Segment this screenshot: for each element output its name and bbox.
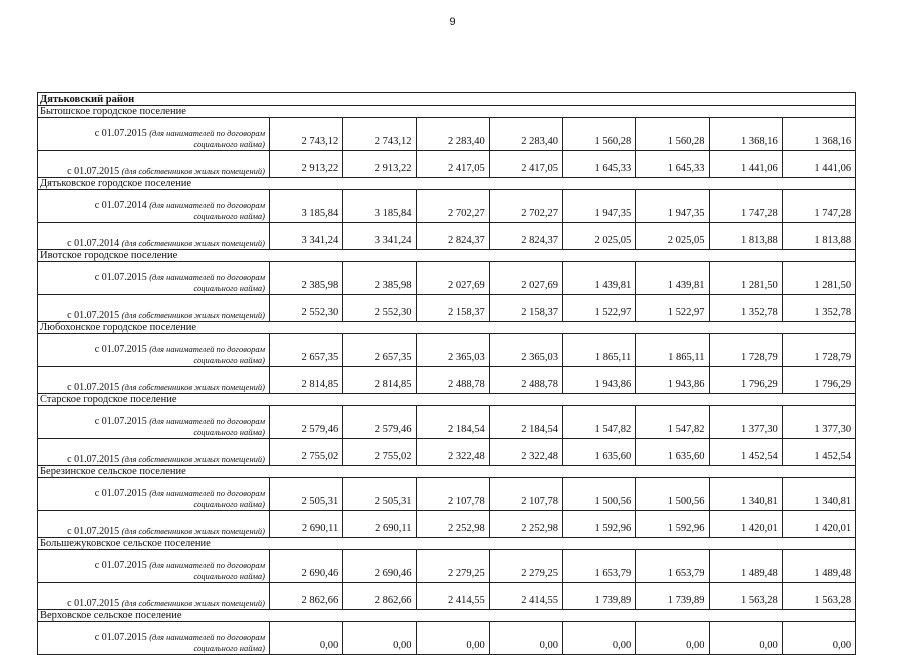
owners-row (38, 151, 856, 178)
value-cell: 2 913,22 (343, 151, 416, 178)
tenants-row (38, 334, 856, 367)
value-cell: 1 947,35 (563, 190, 636, 223)
page-number: 9 (449, 16, 456, 28)
owners-row (38, 511, 856, 538)
owners-label (38, 295, 270, 322)
value-cell: 1 368,16 (709, 118, 782, 151)
value-cell: 1 522,97 (563, 295, 636, 322)
region-name: Дятьковский район (38, 93, 856, 106)
date-label: с 01.07.2015 (67, 166, 120, 177)
value-cell: 2 579,46 (270, 406, 343, 439)
value-cell: 1 635,60 (563, 439, 636, 466)
value-cell: 1 592,96 (563, 511, 636, 538)
settlement-row (38, 106, 856, 118)
value-cell: 2 107,78 (489, 478, 562, 511)
value-cell: 1 728,79 (782, 334, 855, 367)
date-label: с 01.07.2015 (67, 382, 120, 393)
value-cell: 2 913,22 (270, 151, 343, 178)
value-cell: 1 813,88 (782, 223, 855, 250)
value-cell: 1 439,81 (563, 262, 636, 295)
tenants-row (38, 262, 856, 295)
value-cell: 2 414,55 (416, 583, 489, 610)
value-cell: 2 025,05 (636, 223, 709, 250)
value-cell: 2 184,54 (489, 406, 562, 439)
tenants-label (38, 550, 270, 583)
value-cell: 3 185,84 (343, 190, 416, 223)
settlement-row (38, 394, 856, 406)
tenants-label (38, 118, 270, 151)
value-cell: 2 365,03 (416, 334, 489, 367)
owners-label (38, 151, 270, 178)
value-cell: 1 547,82 (636, 406, 709, 439)
value-cell: 3 341,24 (270, 223, 343, 250)
value-cell: 2 862,66 (343, 583, 416, 610)
value-cell: 2 690,11 (270, 511, 343, 538)
settlement-name: Бытошское городское поселение (38, 106, 856, 118)
value-cell: 1 377,30 (782, 406, 855, 439)
value-cell: 1 340,81 (782, 478, 855, 511)
tenants-note: (для нанимателей по договорам (149, 488, 265, 498)
value-cell: 2 027,69 (489, 262, 562, 295)
value-cell: 2 414,55 (489, 583, 562, 610)
value-cell: 1 813,88 (709, 223, 782, 250)
value-cell: 1 943,86 (636, 367, 709, 394)
tenants-label (38, 334, 270, 367)
tenants-note-2: социального найма) (193, 571, 265, 581)
tenants-note-2: социального найма) (193, 211, 265, 221)
tenants-note-2: социального найма) (193, 427, 265, 437)
value-cell: 3 185,84 (270, 190, 343, 223)
value-cell: 2 824,37 (489, 223, 562, 250)
tenants-label (38, 478, 270, 511)
date-label: с 01.07.2014 (94, 200, 147, 211)
tenants-note: (для нанимателей по договорам (149, 344, 265, 354)
value-cell: 2 252,98 (416, 511, 489, 538)
tenants-row (38, 190, 856, 223)
tenants-note: (для нанимателей по договорам (149, 128, 265, 138)
value-cell: 0,00 (270, 622, 343, 655)
value-cell: 2 107,78 (416, 478, 489, 511)
value-cell: 2 279,25 (489, 550, 562, 583)
value-cell: 1 728,79 (709, 334, 782, 367)
owners-note: (для собственников жилых помещений) (121, 598, 265, 608)
tenants-row (38, 406, 856, 439)
value-cell: 2 385,98 (270, 262, 343, 295)
value-cell: 2 702,27 (416, 190, 489, 223)
value-cell: 1 653,79 (636, 550, 709, 583)
tenants-note: (для нанимателей по договорам (149, 200, 265, 210)
value-cell: 1 796,29 (709, 367, 782, 394)
owners-label (38, 511, 270, 538)
owners-note: (для собственников жилых помещений) (121, 382, 265, 392)
value-cell: 2 283,40 (416, 118, 489, 151)
value-cell: 1 500,56 (563, 478, 636, 511)
value-cell: 1 441,06 (782, 151, 855, 178)
value-cell: 2 505,31 (343, 478, 416, 511)
value-cell: 2 702,27 (489, 190, 562, 223)
value-cell: 2 385,98 (343, 262, 416, 295)
value-cell: 1 739,89 (636, 583, 709, 610)
date-label: с 01.07.2015 (94, 632, 147, 643)
settlement-row (38, 466, 856, 478)
tenants-note-2: социального найма) (193, 355, 265, 365)
value-cell: 2 657,35 (270, 334, 343, 367)
date-label: с 01.07.2015 (94, 128, 147, 139)
tenants-row (38, 550, 856, 583)
tenants-label (38, 622, 270, 655)
value-cell: 2 025,05 (563, 223, 636, 250)
value-cell: 2 690,46 (343, 550, 416, 583)
settlement-row (38, 178, 856, 190)
tenants-row (38, 118, 856, 151)
tariff-table (37, 92, 856, 655)
tenants-note-2: социального найма) (193, 139, 265, 149)
owners-label (38, 583, 270, 610)
owners-note: (для собственников жилых помещений) (121, 310, 265, 320)
value-cell: 2 862,66 (270, 583, 343, 610)
date-label: с 01.07.2015 (94, 488, 147, 499)
value-cell: 1 739,89 (563, 583, 636, 610)
value-cell: 2 755,02 (343, 439, 416, 466)
tenants-note: (для нанимателей по договорам (149, 272, 265, 282)
tenants-label (38, 406, 270, 439)
value-cell: 1 281,50 (709, 262, 782, 295)
value-cell: 1 635,60 (636, 439, 709, 466)
value-cell: 2 743,12 (343, 118, 416, 151)
value-cell: 1 377,30 (709, 406, 782, 439)
value-cell: 0,00 (636, 622, 709, 655)
date-label: с 01.07.2015 (94, 416, 147, 427)
settlement-name: Старское городское поселение (38, 394, 856, 406)
value-cell: 2 279,25 (416, 550, 489, 583)
value-cell: 0,00 (343, 622, 416, 655)
value-cell: 1 653,79 (563, 550, 636, 583)
value-cell: 1 439,81 (636, 262, 709, 295)
date-label: с 01.07.2014 (67, 238, 120, 249)
value-cell: 1 489,48 (709, 550, 782, 583)
settlement-row (38, 538, 856, 550)
value-cell: 2 579,46 (343, 406, 416, 439)
date-label: с 01.07.2015 (67, 310, 120, 321)
value-cell: 1 420,01 (709, 511, 782, 538)
owners-note: (для собственников жилых помещений) (121, 166, 265, 176)
date-label: с 01.07.2015 (67, 454, 120, 465)
settlement-name: Березинское сельское поселение (38, 466, 856, 478)
value-cell: 2 252,98 (489, 511, 562, 538)
tenants-label (38, 190, 270, 223)
value-cell: 1 368,16 (782, 118, 855, 151)
value-cell: 1 340,81 (709, 478, 782, 511)
value-cell: 0,00 (416, 622, 489, 655)
owners-note: (для собственников жилых помещений) (121, 454, 265, 464)
value-cell: 1 560,28 (563, 118, 636, 151)
value-cell: 1 522,97 (636, 295, 709, 322)
value-cell: 2 027,69 (416, 262, 489, 295)
tenants-note: (для нанимателей по договорам (149, 632, 265, 642)
tenants-note: (для нанимателей по договорам (149, 560, 265, 570)
value-cell: 2 690,46 (270, 550, 343, 583)
value-cell: 1 796,29 (782, 367, 855, 394)
value-cell: 2 283,40 (489, 118, 562, 151)
owners-row (38, 583, 856, 610)
value-cell: 1 563,28 (709, 583, 782, 610)
value-cell: 2 158,37 (489, 295, 562, 322)
value-cell: 1 645,33 (636, 151, 709, 178)
settlement-name: Большежуковское сельское поселение (38, 538, 856, 550)
owners-label (38, 367, 270, 394)
settlement-row (38, 610, 856, 622)
value-cell: 1 747,28 (709, 190, 782, 223)
value-cell: 2 158,37 (416, 295, 489, 322)
tenants-row (38, 478, 856, 511)
value-cell: 2 488,78 (416, 367, 489, 394)
value-cell: 2 417,05 (489, 151, 562, 178)
value-cell: 2 552,30 (270, 295, 343, 322)
value-cell: 1 747,28 (782, 190, 855, 223)
value-cell: 1 865,11 (636, 334, 709, 367)
value-cell: 1 645,33 (563, 151, 636, 178)
owners-label (38, 223, 270, 250)
value-cell: 1 420,01 (782, 511, 855, 538)
settlement-row (38, 322, 856, 334)
owners-row (38, 367, 856, 394)
settlement-row (38, 250, 856, 262)
value-cell: 1 943,86 (563, 367, 636, 394)
value-cell: 1 452,54 (782, 439, 855, 466)
settlement-name: Верховское сельское поселение (38, 610, 856, 622)
value-cell: 1 281,50 (782, 262, 855, 295)
value-cell: 1 452,54 (709, 439, 782, 466)
owners-row (38, 439, 856, 466)
date-label: с 01.07.2015 (94, 344, 147, 355)
value-cell: 2 552,30 (343, 295, 416, 322)
tenants-note: (для нанимателей по договорам (149, 416, 265, 426)
value-cell: 2 814,85 (343, 367, 416, 394)
owners-row (38, 223, 856, 250)
value-cell: 2 488,78 (489, 367, 562, 394)
owners-note: (для собственников жилых помещений) (121, 526, 265, 536)
value-cell: 2 743,12 (270, 118, 343, 151)
date-label: с 01.07.2015 (67, 526, 120, 537)
value-cell: 0,00 (782, 622, 855, 655)
value-cell: 0,00 (563, 622, 636, 655)
value-cell: 1 441,06 (709, 151, 782, 178)
value-cell: 1 560,28 (636, 118, 709, 151)
settlement-name: Ивотское городское поселение (38, 250, 856, 262)
value-cell: 1 500,56 (636, 478, 709, 511)
value-cell: 2 690,11 (343, 511, 416, 538)
region-row (38, 93, 856, 106)
value-cell: 2 365,03 (489, 334, 562, 367)
value-cell: 1 352,78 (709, 295, 782, 322)
value-cell: 2 505,31 (270, 478, 343, 511)
settlement-name: Любохонское городское поселение (38, 322, 856, 334)
tenants-label (38, 262, 270, 295)
owners-row (38, 295, 856, 322)
owners-note: (для собственников жилых помещений) (121, 238, 265, 248)
tenants-note-2: социального найма) (193, 283, 265, 293)
value-cell: 2 824,37 (416, 223, 489, 250)
value-cell: 1 947,35 (636, 190, 709, 223)
value-cell: 2 657,35 (343, 334, 416, 367)
tenants-note-2: социального найма) (193, 643, 265, 653)
value-cell: 1 489,48 (782, 550, 855, 583)
value-cell: 0,00 (709, 622, 782, 655)
value-cell: 2 184,54 (416, 406, 489, 439)
value-cell: 2 755,02 (270, 439, 343, 466)
value-cell: 1 352,78 (782, 295, 855, 322)
value-cell: 2 322,48 (416, 439, 489, 466)
owners-label (38, 439, 270, 466)
settlement-name: Дятьковское городское поселение (38, 178, 856, 190)
value-cell: 1 563,28 (782, 583, 855, 610)
value-cell: 2 322,48 (489, 439, 562, 466)
value-cell: 2 814,85 (270, 367, 343, 394)
value-cell: 1 592,96 (636, 511, 709, 538)
value-cell: 2 417,05 (416, 151, 489, 178)
date-label: с 01.07.2015 (67, 598, 120, 609)
value-cell: 3 341,24 (343, 223, 416, 250)
value-cell: 0,00 (489, 622, 562, 655)
tenants-row (38, 622, 856, 655)
date-label: с 01.07.2015 (94, 272, 147, 283)
tenants-note-2: социального найма) (193, 499, 265, 509)
value-cell: 1 865,11 (563, 334, 636, 367)
date-label: с 01.07.2015 (94, 560, 147, 571)
value-cell: 1 547,82 (563, 406, 636, 439)
